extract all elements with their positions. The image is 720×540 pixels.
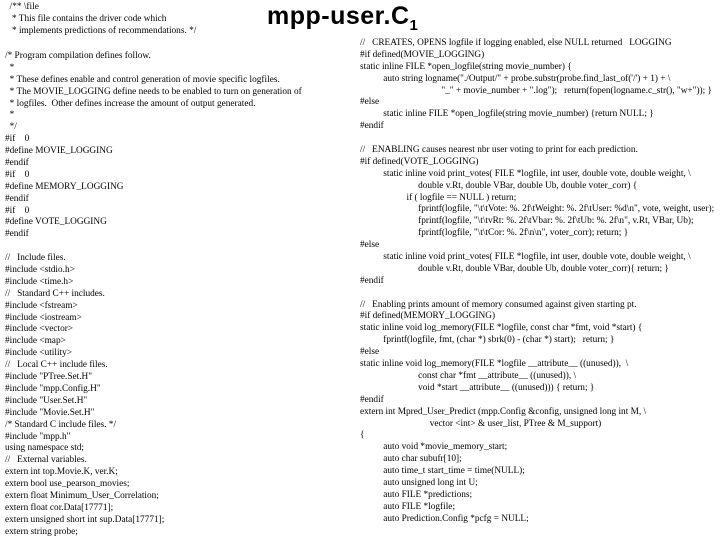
left-code-line: #include <map> (5, 336, 66, 347)
file-header-comment (5, 2, 196, 38)
right-code-column (360, 38, 714, 526)
right-code-line: #endif (360, 121, 384, 132)
left-code-line: #define VOTE_LOGGING (5, 217, 107, 228)
left-code-line: #include <fstream> (5, 300, 78, 311)
right-code-line: "_" + movie_number + ".log"); return(fopen(logname.c_str(), "w+")); } (360, 85, 713, 96)
left-code-line: * The MOVIE_LOGGING define needs to be enabled to turn on generation of (5, 86, 302, 97)
left-code-line: * logfiles. Other defines increase the amount of output generated. (5, 98, 256, 109)
right-code-line: fprintf(logfile, "\t\tVote: %. 2f\tWeight: %. 2f\tUser: %d\n", vote, weight, user); (360, 204, 715, 215)
right-code-line: #endif (360, 394, 384, 405)
right-code-line: double v.Rt, double VBar, double Ub, double voter_corr){ return; } (360, 263, 669, 274)
right-code-line: double v.Rt, double VBar, double Ub, double voter_corr) { (360, 180, 638, 191)
left-code-line: #include <vector> (5, 324, 74, 335)
left-code-line: #if 0 (5, 169, 30, 180)
right-code-line: { (360, 430, 365, 441)
right-code-line: fprintf(logfile, fmt, (char *) sbrk(0) - (char *) start); return; } (360, 335, 615, 346)
left-code-line: extern bool use_pearson_movies; (5, 479, 130, 490)
right-code-line: #if defined(MOVIE_LOGGING) (360, 49, 485, 60)
right-code-line: #else (360, 97, 380, 108)
right-code-line: const char *fmt __attribute__ ((unused)), \ (360, 370, 577, 381)
left-code-line: */ (5, 122, 17, 133)
left-code-line: #include <time.h> (5, 276, 74, 287)
left-code-line (5, 241, 302, 253)
left-code-line: #include "mpp.h" (5, 431, 71, 442)
right-code-line: fprintf(logfile, "\t\tCor: %. 2f\n\n", voter_corr); return; } (360, 228, 629, 239)
right-code-line: auto time_t start_time = time(NULL); (360, 466, 525, 477)
left-code-line: #define MEMORY_LOGGING (5, 181, 124, 192)
right-code-line: auto void *movie_memory_start; (360, 442, 508, 453)
left-code-line: #define MOVIE_LOGGING (5, 146, 113, 157)
right-code-line: static inline FILE *open_logfile(string movie_number) { (360, 61, 572, 72)
left-code-line: // Standard C++ includes. (5, 288, 105, 299)
left-code-line: // Local C++ include files. (5, 360, 108, 371)
left-code-line: #if 0 (5, 205, 30, 216)
right-code-line: if ( logfile == NULL ) return; (360, 192, 517, 203)
right-code-line: static inline void log_memory(FILE *logfile __attribute__ ((unused)), \ (360, 359, 629, 370)
left-code-line: // Include files. (5, 253, 66, 264)
right-code-line: void *start __attribute__ ((unused))) { return; } (360, 382, 595, 393)
header-code-line: * implements predictions of recommendations. */ (5, 25, 197, 36)
left-code-line: * These defines enable and control generation of movie specific logfiles. (5, 74, 280, 85)
right-code-line: #else (360, 347, 380, 358)
left-code-line: #include "mpp.Config.H" (5, 383, 101, 394)
left-code-line: #include <stdio.h> (5, 265, 75, 276)
left-code-line: #endif (5, 193, 29, 204)
right-code-line: #if defined(MEMORY_LOGGING) (360, 311, 496, 322)
right-code-line: extern int Mpred_User_Predict (mpp.Config &config, unsigned long int M, \ (360, 406, 647, 417)
right-code-line: auto string logname("./Output/" + probe.substr(probe.find_last_of('/') + 1) + \ (360, 73, 671, 84)
right-code-line: // Enabling prints amount of memory consumed against given starting pt. (360, 299, 637, 310)
left-code-line: /* Program compilation defines follow. (5, 51, 151, 61)
left-code-line: extern int top.Movie.K, ver.K; (5, 467, 118, 478)
left-code-line: #include <utility> (5, 348, 73, 359)
left-code-line: #endif (5, 229, 29, 240)
header-code-line: * This file contains the driver code which (5, 13, 167, 24)
right-code-line: auto Prediction.Config *pcfg = NULL; (360, 513, 529, 524)
left-code-line: #include "User.Set.H" (5, 395, 88, 406)
left-code-line: #include "Movie.Set.H" (5, 407, 95, 418)
left-code-line: extern float cor.Data[17771]; (5, 502, 114, 513)
right-code-line: auto FILE *predictions; (360, 489, 473, 500)
right-code-line: vector <int> & user_list, PTree & M_support) (360, 418, 602, 429)
left-code-line: #if 0 (5, 134, 30, 145)
left-code-line: /* Standard C include files. */ (5, 419, 117, 430)
title-subscript: 1 (409, 17, 419, 34)
left-code-line: using namespace std; (5, 443, 85, 454)
left-code-line: #include "PTree.Set.H" (5, 372, 93, 383)
left-code-line: // External variables. (5, 455, 87, 466)
right-code-line: fprintf(logfile, "\t\tvRt: %. 2f\tVbar: %. 2f\tUb: %. 2f\n", v.Rt, VBar, Ub); (360, 216, 694, 227)
right-code-line: #else (360, 240, 380, 251)
left-code-line: #endif (5, 158, 29, 169)
right-code-line: // CREATES, OPENS logfile if logging enabled, else NULL returned LOGGING (360, 38, 672, 48)
left-code-line: extern unsigned short int sup.Data[17771]; (5, 514, 165, 525)
left-code-line: extern string probe; (5, 526, 78, 537)
page-title (267, 2, 418, 34)
right-code-line: auto FILE *logfile; (360, 501, 456, 512)
right-code-line: // ENABLING causes nearest nbr user voting to print for each prediction. (360, 145, 638, 156)
header-code-line: /** \file (5, 2, 39, 12)
right-code-line: static inline FILE *open_logfile(string movie_number) {return NULL; } (360, 109, 654, 120)
right-code-line: auto char subufr[10]; (360, 454, 462, 465)
title-main: mpp-user.C (267, 2, 410, 30)
right-code-line: auto unsigned long int U; (360, 477, 478, 488)
right-code-line (360, 288, 714, 300)
right-code-line (360, 133, 714, 145)
right-code-line: static inline void print_votes( FILE *logfile, int user, double vote, double weight, \ (360, 168, 691, 179)
right-code-line: #endif (360, 275, 384, 286)
right-code-line: static inline void log_memory(FILE *logfile, const char *fmt, void *start) { (360, 323, 643, 334)
right-code-line: static inline void print_votes( FILE *logfile, int user, double vote, double weight, \ (360, 252, 691, 263)
left-code-line: #include <iostream> (5, 312, 82, 323)
left-code-line: * (5, 62, 15, 73)
left-code-column (5, 51, 302, 539)
left-code-line: * (5, 110, 15, 121)
left-code-line: extern float Minimum_User_Correlation; (5, 490, 159, 501)
right-code-line: #if defined(VOTE_LOGGING) (360, 156, 479, 167)
